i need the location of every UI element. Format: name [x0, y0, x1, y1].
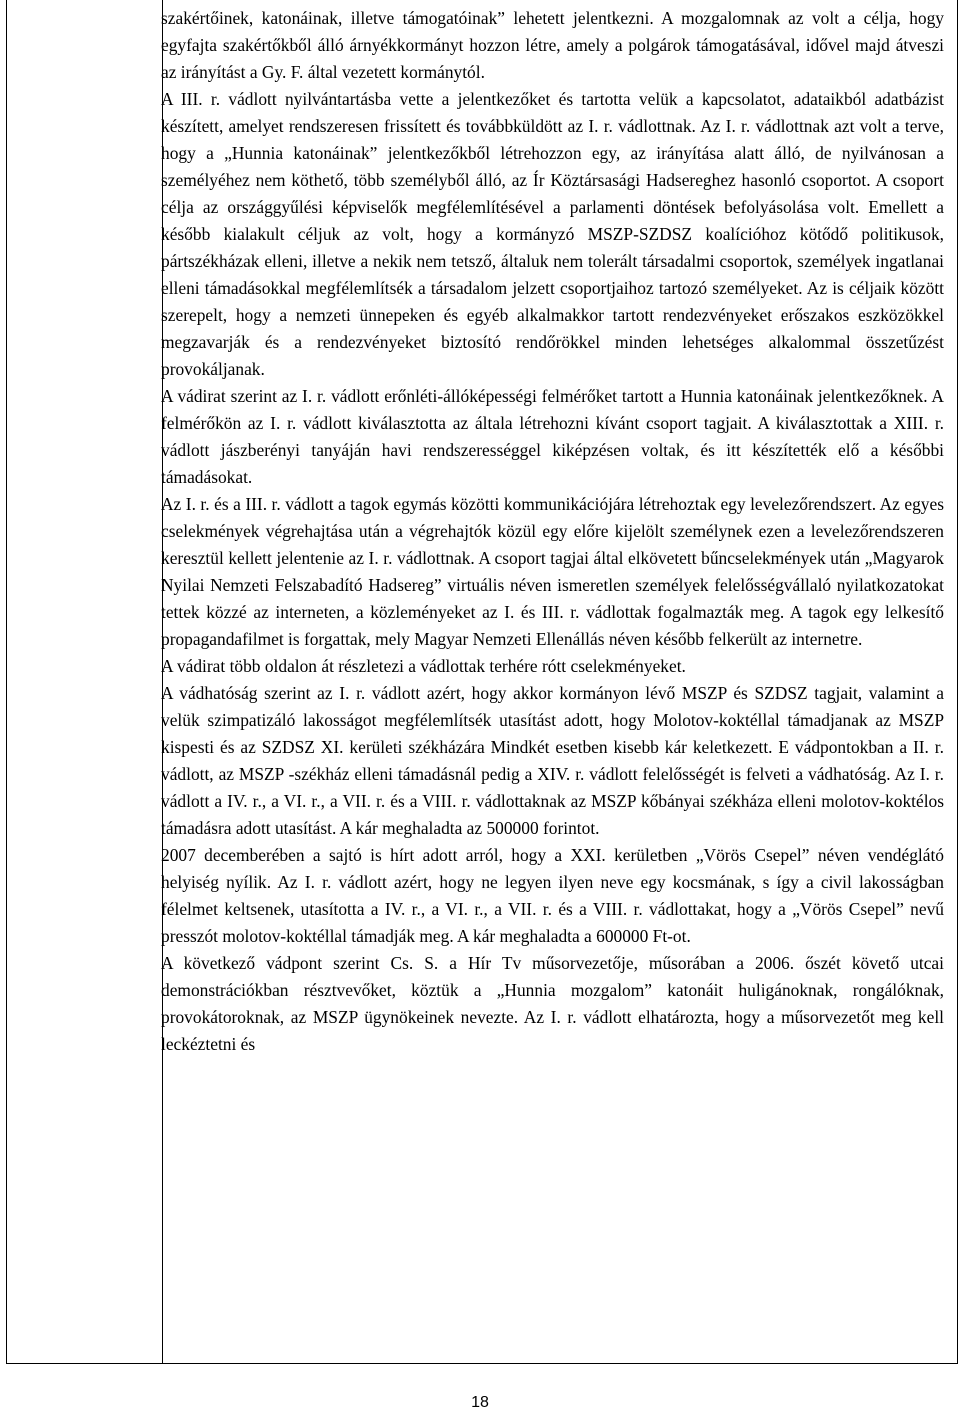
- paragraph: A vádirat több oldalon át részletezi a vádlottak terhére rótt cselekményeket.: [161, 656, 686, 676]
- paragraph: 2007 decemberében a sajtó is hírt adott arról, hogy a XXI. kerületben „Vörös Csepel” néven vendéglátó helyiség nyílik. Az I. r. vádlott azért, hogy ne legyen ilyen neve egy kocsmának, s így a civil lakosságban félelmet keltsenek, utasította a IV. r., a VI. r., a VII. r. és a VIII. r. vádlottakat, hogy a „Vörös Csepel” nevű presszót molotov-koktéllal támadják meg. A kár meghaladta a 600000 Ft-ot.: [161, 845, 944, 946]
- paragraph: A következő vádpont szerint Cs. S. a Hír Tv műsorvezetője, műsorában a 2006. őszét követő utcai demonstrációkban résztvevőket, köztük a „Hunnia mozgalom” katonáit huligánoknak, rongálóknak, provokátoroknak, az MSZP ügynökeinek nevezte. Az I. r. vádlott elhatározta, hogy a műsorvezetőt meg kell leckéztetni és: [161, 953, 944, 1054]
- paragraph: Az I. r. és a III. r. vádlott a tagok egymás közötti kommunikációjára létrehoztak egy levelezőrendszert. Az egyes cselekmények végrehajtása után a végrehajtók közül egy előre kijelölt személynek ezen a levelezőrendszeren keresztül kellett jelentenie az I. r. vádlottnak. A csoport tagjai által elkövetett bűncselekmények után „Magyarok Nyilai Nemzeti Felszabadító Hadsereg” virtuális néven ismeretlen személyek felelősségvállaló nyilatkozatokat tettek közzé az interneten, a közleményeket az I. és III. r. vádlottak fogalmazták meg. A tagok egy lelkesítő propagandafilmet is forgattak, mely Magyar Nemzeti Ellenállás néven később felkerült az internetre.: [161, 494, 944, 649]
- document-body: [161, 5, 944, 1058]
- paragraph: A vádirat szerint az I. r. vádlott erőnléti-állóképességi felmérőket tartott a Hunnia katonáinak jelentkezőknek. A felmérőkön az I. r. vádlott kiválasztotta az általa létrehozni kívánt csoport tagjait. A kiválasztottak a XIII. r. vádlott jászberényi tanyáján havi rendszerességgel kiképzésen voltak, és itt készítették elő a későbbi támadásokat.: [161, 386, 944, 487]
- paragraph: A vádhatóság szerint az I. r. vádlott azért, hogy akkor kormányon lévő MSZP és SZDSZ tagjait, valamint a velük szimpatizáló lakosságot megfélemlítsék utasítást adott, hogy Molotov-koktéllal támadjanak az MSZP kispesti és az SZDSZ XI. kerületi székházára Mindkét esetben kisebb kár keletkezett. E vádpontokban a II. r. vádlott, az MSZP -székház elleni támadásnál pedig a XIV. r. vádlott felelősségét is felveti a vádhatóság. Az I. r. vádlott a IV. r., a VI. r., a VII. r. és a VIII. r. vádlottaknak az MSZP kőbányai székháza elleni molotov-koktélos támadásra adott utasítást. A kár meghaladta az 500000 forintot.: [161, 683, 944, 838]
- paragraph: szakértőinek, katonáinak, illetve támogatóinak” lehetett jelentkezni. A mozgalomnak az volt a célja, hogy egyfajta szakértőkből álló árnyékkormányt hozzon létre, amely a polgárok támogatásával, idővel majd átveszi az irányítást a Gy. F. által vezetett kormánytól.: [161, 8, 944, 82]
- left-margin-column: [7, 0, 163, 1363]
- page-number: 18: [471, 1394, 489, 1411]
- paragraph: A III. r. vádlott nyilvántartásba vette a jelentkezőket és tartotta velük a kapcsolatot, adataikból adatbázist készített, amelyet rendszeresen frissített és továbbküldött az I. r. vádlottnak. Az I. r. vádlottnak azt volt a terve, hogy a „Hunnia katonáinak” jelentkezőkből létrehozzon egy, az irányítása alatt álló, de nyilvánosan a személyéhez nem köthető, több személyből álló, az Ír Köztársasági Hadsereghez hasonló csoportot. A csoport célja az országgyűlési képviselők megfélemlítésével a parlamenti döntések befolyásolása volt. Emellett a később kialakult céljuk az volt, hogy a kormányzó MSZP-SZDSZ koalícióhoz kötődő politikusok, pártszékházak elleni, illetve a nekik nem tetsző, általuk nem tolerált társadalmi csoportok, személyek ingatlanai elleni támadásokkal megfélemlítsék a társadalom jelzett csoportjaihoz tartozó személyeket. Az is céljaik között szerepelt, hogy a nemzeti ünnepeken és egyéb alkalmakkor tartott rendezvényeket erőszakos eszközökkel megzavarják és a rendezvényeket biztosító rendőrökkel minden lehetséges alkalommal összetűzést provokáljanak.: [161, 89, 944, 379]
